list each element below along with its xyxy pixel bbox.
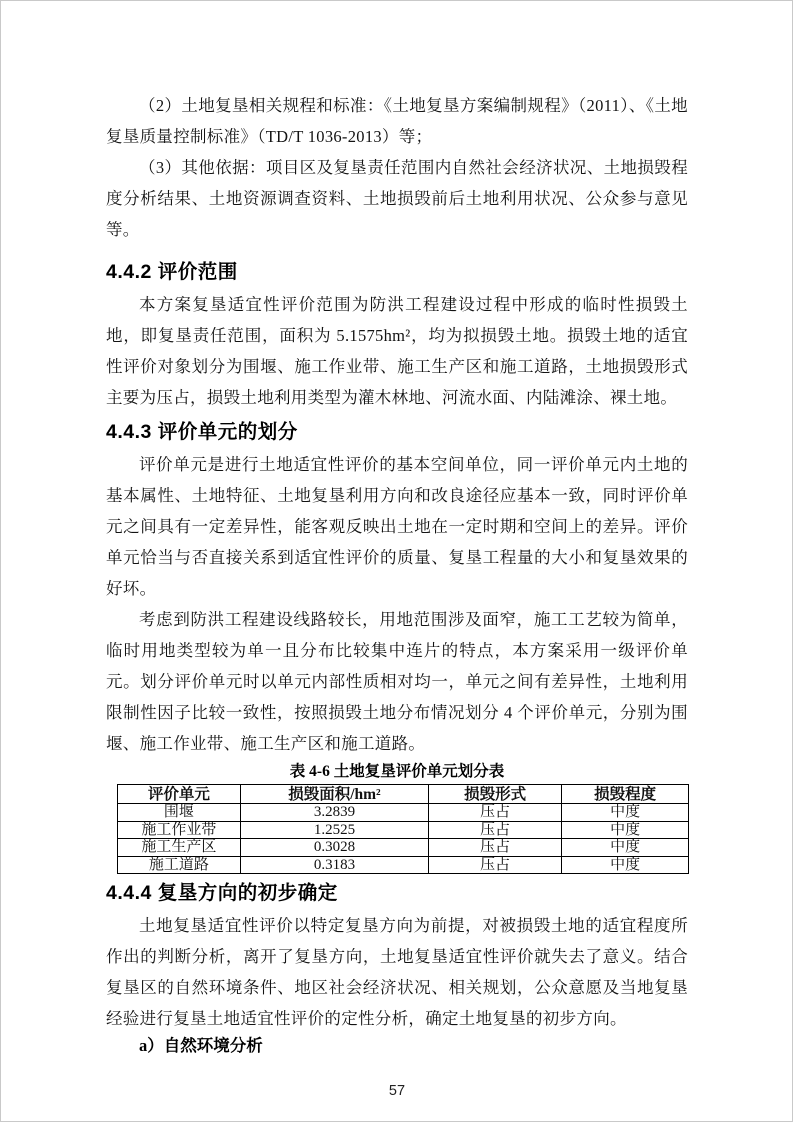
table-cell-unit: 施工道路 bbox=[118, 856, 241, 874]
table-row bbox=[118, 821, 689, 839]
table-cell-area: 1.2525 bbox=[240, 821, 428, 839]
table-cell-form: 压占 bbox=[429, 804, 562, 822]
sub-heading-natural-environment: a）自然环境分析 bbox=[139, 1036, 263, 1055]
table-row bbox=[118, 856, 689, 874]
table-cell-area: 3.2839 bbox=[240, 804, 428, 822]
table-header-damage-degree: 损毁程度 bbox=[562, 785, 689, 804]
table-row bbox=[118, 839, 689, 857]
paragraph-reclamation-direction: 土地复垦适宜性评价以特定复垦方向为前提，对被损毁土地的适宜程度所作出的判断分析，离开了复垦方向，土地复垦适宜性评价就失去了意义。结合复垦区的自然环境条件、地区社会经济状况、相关规划，公众意愿及当地复垦经验进行复垦土地适宜性评价的定性分析，确定土地复垦的初步方向。 bbox=[106, 916, 688, 1028]
page-content bbox=[1, 1, 792, 1100]
table-cell-area: 0.3183 bbox=[240, 856, 428, 874]
table-header-damage-form: 损毁形式 bbox=[429, 785, 562, 804]
evaluation-unit-table bbox=[117, 784, 689, 874]
table-cell-degree: 中度 bbox=[562, 839, 689, 857]
table-cell-form: 压占 bbox=[429, 856, 562, 874]
table-cell-unit: 围堰 bbox=[118, 804, 241, 822]
table-cell-form: 压占 bbox=[429, 821, 562, 839]
table-header-damaged-area: 损毁面积/hm² bbox=[240, 785, 428, 804]
section-heading-4-4-3: 4.4.3 评价单元的划分 bbox=[106, 421, 298, 443]
page-number: 57 bbox=[388, 1083, 406, 1099]
table-cell-degree: 中度 bbox=[562, 804, 689, 822]
table-cell-unit: 施工作业带 bbox=[118, 821, 241, 839]
table-caption: 表 4-6 土地复垦评价单元划分表 bbox=[289, 763, 505, 780]
paragraph-evaluation-unit-division: 考虑到防洪工程建设线路较长，用地范围涉及面窄，施工工艺较为简单，临时用地类型较为单一且分布比较集中连片的特点，本方案采用一级评价单元。划分评价单元时以单元内部性质相对均一，单元之间有差异性，土地利用限制性因子比较一致性，按照损毁土地分布情况划分 4 个评价单元，分别为围堰、施工作业带、施工生产区和施工道路。 bbox=[106, 610, 688, 753]
table-cell-form: 压占 bbox=[429, 839, 562, 857]
table-cell-unit: 施工生产区 bbox=[118, 839, 241, 857]
section-heading-4-4-4: 4.4.4 复垦方向的初步确定 bbox=[106, 882, 338, 904]
section-heading-4-4-2: 4.4.2 评价范围 bbox=[106, 261, 238, 283]
table-row bbox=[118, 804, 689, 822]
paragraph-basis-item3: （3）其他依据：项目区及复垦责任范围内自然社会经济状况、土地损毁程度分析结果、土地资源调查资料、土地损毁前后土地利用状况、公众参与意见等。 bbox=[106, 158, 688, 239]
paragraph-evaluation-unit-definition: 评价单元是进行土地适宜性评价的基本空间单位，同一评价单元内土地的基本属性、土地特征、土地复垦利用方向和改良途径应基本一致，同时评价单元之间具有一定差异性，能客观反映出土地在一定时期和空间上的差异。评价单元恰当与否直接关系到适宜性评价的质量、复垦工程量的大小和复垦效果的好坏。 bbox=[106, 455, 688, 598]
table-header-row bbox=[118, 785, 689, 804]
table-cell-degree: 中度 bbox=[562, 821, 689, 839]
table-header-unit: 评价单元 bbox=[118, 785, 241, 804]
paragraph-basis-item2: （2）土地复垦相关规程和标准：《土地复垦方案编制规程》（2011）、《土地复垦质量控制标准》（TD/T 1036-2013）等； bbox=[106, 96, 688, 146]
paragraph-evaluation-scope: 本方案复垦适宜性评价范围为防洪工程建设过程中形成的临时性损毁土地，即复垦责任范围，面积为 5.1575hm²，均为拟损毁土地。损毁土地的适宜性评价对象划分为围堰、施工作业带、施工生产区和施工道路，土地损毁形式主要为压占，损毁土地利用类型为灌木林地、河流水面、内陆滩涂、裸土地。 bbox=[106, 295, 688, 407]
table-cell-area: 0.3028 bbox=[240, 839, 428, 857]
table-cell-degree: 中度 bbox=[562, 856, 689, 874]
